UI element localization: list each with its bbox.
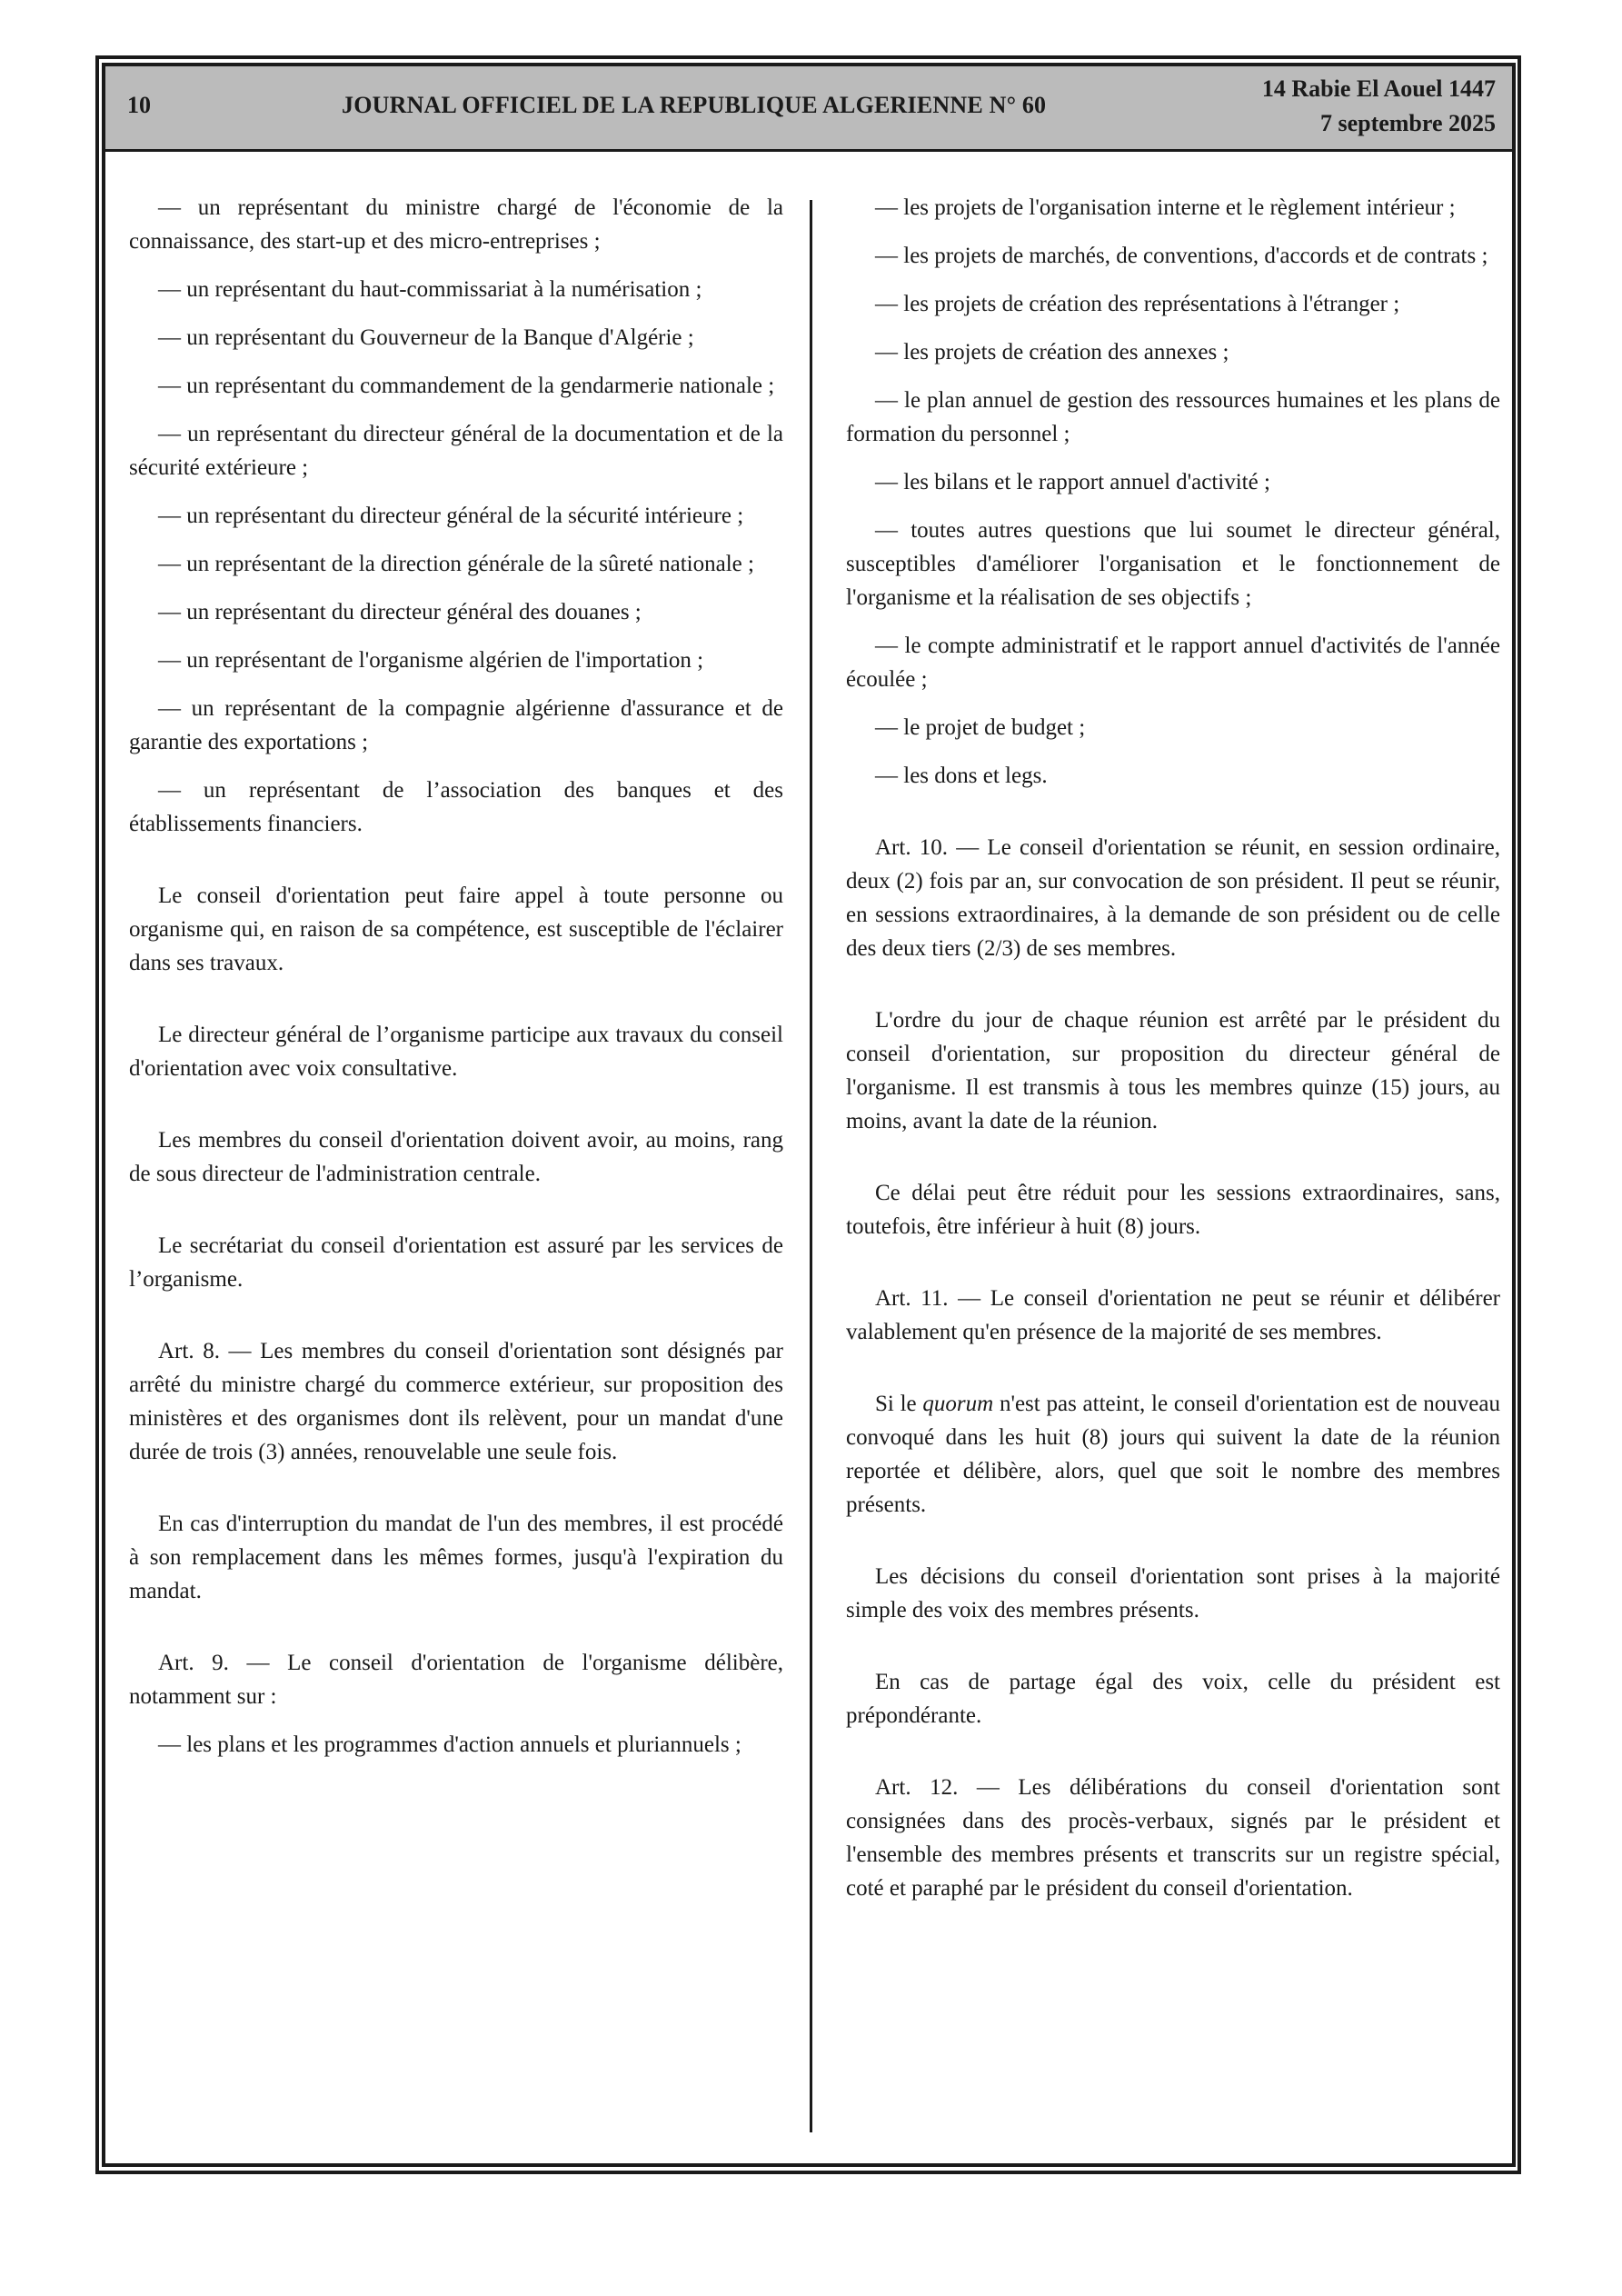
list-item: — un représentant du directeur général de la sécurité intérieure ; xyxy=(158,504,744,528)
journal-header xyxy=(105,66,1512,152)
list-item: — un représentant de l’association des banques et des établissements financiers. xyxy=(129,778,783,836)
list-item: — le projet de budget ; xyxy=(875,715,1086,740)
left-column xyxy=(129,191,783,1776)
list-item: — un représentant de la compagnie algérienne d'assurance et de garantie des exportations ; xyxy=(129,696,783,754)
list-item: — les dons et legs. xyxy=(875,764,1048,788)
list-item: — le plan annuel de gestion des ressources humaines et les plans de formation du personnel ; xyxy=(846,388,1500,446)
list-item: — un représentant du haut-commissariat à la numérisation ; xyxy=(158,277,702,302)
quorum-paragraph xyxy=(846,1387,1500,1522)
list-item: — toutes autres questions que lui soumet le directeur général, susceptibles d'améliorer l'organisation et le fonctionnement de l'organisme et la réalisation de ses objectifs ; xyxy=(846,518,1500,610)
journal-title: JOURNAL OFFICIEL DE LA REPUBLIQUE ALGERIENNE N° 60 xyxy=(342,92,1047,118)
hijri-date: 14 Rabie El Aouel 1447 xyxy=(1261,75,1496,102)
list-item: — un représentant du Gouverneur de la Banque d'Algérie ; xyxy=(158,325,694,350)
issue-date xyxy=(1262,72,1496,141)
list-item: — les projets de marchés, de conventions, d'accords et de contrats ; xyxy=(875,244,1488,268)
list-item: — les projets de création des représentations à l'étranger ; xyxy=(875,292,1400,316)
list-item: — les bilans et le rapport annuel d'activité ; xyxy=(875,470,1270,494)
paragraph: L'ordre du jour de chaque réunion est arrêté par le président du conseil d'orientation, sur proposition du directeur général de l'organisme. Il est transmis à tous les membres quinze (15) jours, au moins, avant la date de la réunion. xyxy=(846,1008,1500,1133)
article-12: Art. 12. — Les délibérations du conseil d'orientation sont consignées dans des procès-verbaux, signés par le président et l'ensemble des membres présents et transcrits sur un registre spécial, coté et paraphé par le président du conseil d'orientation. xyxy=(846,1775,1500,1901)
paragraph: En cas de partage égal des voix, celle du président est prépondérante. xyxy=(846,1670,1500,1728)
article-10: Art. 10. — Le conseil d'orientation se réunit, en session ordinaire, deux (2) fois par an, sur convocation de son président. Il peut se réunir, en sessions extraordinaires, à la demande de son président ou de celle des deux tiers (2/3) de ses membres. xyxy=(846,835,1500,961)
list-item: — un représentant du commandement de la gendarmerie nationale ; xyxy=(158,374,775,398)
list-item: — un représentant de l'organisme algérien de l'importation ; xyxy=(158,648,704,673)
list-item: — un représentant du directeur général de la documentation et de la sécurité extérieure ; xyxy=(129,422,783,480)
list-item: — le compte administratif et le rapport annuel d'activités de l'année écoulée ; xyxy=(846,634,1500,692)
paragraph: Les membres du conseil d'orientation doivent avoir, au moins, rang de sous directeur de l'administration centrale. xyxy=(129,1128,783,1186)
list-item: — les plans et les programmes d'action annuels et pluriannuels ; xyxy=(158,1732,741,1757)
quorum-text-after: n'est pas atteint, le conseil d'orientation est de nouveau convoqué dans les huit (8) jours qui suivent la date de la réunion reportée et délibère, alors, quel que soit le nombre des membres présents. xyxy=(846,1392,1500,1517)
list-item: — les projets de l'organisation interne et le règlement intérieur ; xyxy=(875,195,1456,220)
list-item: — un représentant de la direction générale de la sûreté nationale ; xyxy=(158,552,754,576)
list-item: — un représentant du directeur général des douanes ; xyxy=(158,600,642,624)
right-column xyxy=(846,191,1500,1920)
paragraph: Les décisions du conseil d'orientation sont prises à la majorité simple des voix des membres présents. xyxy=(846,1564,1500,1622)
article-11: Art. 11. — Le conseil d'orientation ne peut se réunir et délibérer valablement qu'en présence de la majorité de ses membres. xyxy=(846,1286,1500,1344)
paragraph: Ce délai peut être réduit pour les sessions extraordinaires, sans, toutefois, être inférieur à huit (8) jours. xyxy=(846,1181,1500,1239)
gregorian-date: 7 septembre 2025 xyxy=(1319,110,1496,136)
page-number: 10 xyxy=(127,92,151,118)
paragraph: Le conseil d'orientation peut faire appel à toute personne ou organisme qui, en raison de sa compétence, est susceptible de l'éclairer dans ses travaux. xyxy=(129,883,783,975)
list-item: — un représentant du ministre chargé de l'économie de la connaissance, des start-up et des micro-entreprises ; xyxy=(129,195,783,254)
quorum-text-before: Si le xyxy=(875,1392,923,1416)
quorum-italic: quorum xyxy=(922,1392,994,1416)
paragraph: Le secrétariat du conseil d'orientation est assuré par les services de l’organisme. xyxy=(129,1233,783,1292)
list-item: — les projets de création des annexes ; xyxy=(875,340,1229,364)
article-9: Art. 9. — Le conseil d'orientation de l'organisme délibère, notamment sur : xyxy=(129,1651,783,1709)
column-divider xyxy=(810,200,812,2132)
paragraph: En cas d'interruption du mandat de l'un des membres, il est procédé à son remplacement dans les mêmes formes, jusqu'à l'expiration du mandat. xyxy=(129,1512,783,1603)
paragraph: Le directeur général de l’organisme participe aux travaux du conseil d'orientation avec voix consultative. xyxy=(129,1023,783,1081)
article-8: Art. 8. — Les membres du conseil d'orientation sont désignés par arrêté du ministre chargé du commerce extérieur, sur proposition des ministères et des organismes dont ils relèvent, pour un mandat d'une durée de trois (3) années, renouvelable une seule fois. xyxy=(129,1339,783,1464)
